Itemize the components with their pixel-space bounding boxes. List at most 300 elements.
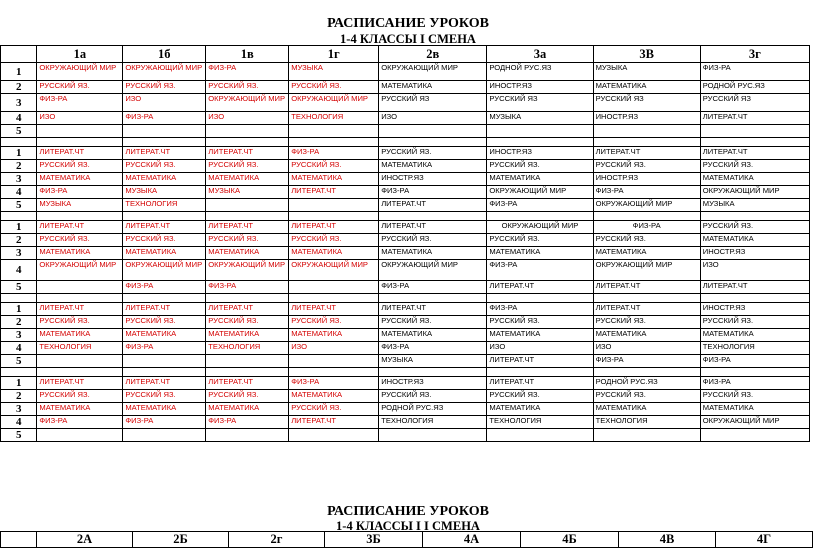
- separator-cell: [37, 138, 123, 147]
- subject-cell: МУЗЫКА: [123, 186, 206, 199]
- lesson-number: 3: [1, 94, 37, 112]
- subject-cell: МАТЕМАТИКА: [487, 403, 593, 416]
- subject-cell: ОКРУЖАЮЩИЙ МИР: [206, 260, 289, 281]
- subject-cell: РУССКИЙ ЯЗ.: [289, 234, 379, 247]
- subject-cell: [593, 125, 700, 138]
- subject-cell: РОДНОЙ РУС.ЯЗ: [593, 377, 700, 390]
- subject-cell: МАТЕМАТИКА: [37, 247, 123, 260]
- subject-cell: ФИЗ-РА: [487, 199, 593, 212]
- table-row: [1, 303, 810, 316]
- subject-cell: ФИЗ-РА: [593, 186, 700, 199]
- subject-cell: ОКРУЖАЮЩИЙ МИР: [379, 260, 487, 281]
- subject-cell: РУССКИЙ ЯЗ.: [593, 234, 700, 247]
- subject-cell: РУССКИЙ ЯЗ.: [593, 316, 700, 329]
- subject-cell: МАТЕМАТИКА: [379, 329, 487, 342]
- lesson-number: 1: [1, 63, 37, 81]
- subject-cell: ФИЗ-РА: [700, 63, 809, 81]
- subject-cell: [487, 429, 593, 442]
- subject-cell: МАТЕМАТИКА: [379, 81, 487, 94]
- table-row: [1, 416, 810, 429]
- subject-cell: МАТЕМАТИКА: [700, 403, 809, 416]
- subject-cell: ОКРУЖАЮЩИЙ МИР: [487, 186, 593, 199]
- subject-cell: РОДНОЙ РУС.ЯЗ: [487, 63, 593, 81]
- table-row: [1, 94, 810, 112]
- subject-cell: ИНОСТР.ЯЗ: [593, 112, 700, 125]
- subject-cell: РУССКИЙ ЯЗ.: [379, 234, 487, 247]
- subject-cell: ИНОСТР.ЯЗ: [593, 173, 700, 186]
- subject-cell: ОКРУЖАЮЩИЙ МИР: [289, 94, 379, 112]
- subject-cell: РУССКИЙ ЯЗ.: [37, 81, 123, 94]
- subject-cell: ФИЗ-РА: [37, 416, 123, 429]
- subject-cell: ФИЗ-РА: [123, 342, 206, 355]
- shift1-title: РАСПИСАНИЕ УРОКОВ: [327, 16, 489, 31]
- subject-cell: МАТЕМАТИКА: [123, 403, 206, 416]
- subject-cell: [37, 281, 123, 294]
- subject-cell: МАТЕМАТИКА: [206, 247, 289, 260]
- subject-cell: ФИЗ-РА: [123, 281, 206, 294]
- subject-cell: РУССКИЙ ЯЗ.: [289, 160, 379, 173]
- subject-cell: РОДНОЙ РУС.ЯЗ: [700, 81, 809, 94]
- schedule-table-shift1: [0, 45, 810, 442]
- subject-cell: РУССКИЙ ЯЗ.: [37, 234, 123, 247]
- subject-cell: ОКРУЖАЮЩИЙ МИР: [487, 221, 593, 234]
- subject-cell: ЛИТЕРАТ.ЧТ: [700, 147, 809, 160]
- subject-cell: ЛИТЕРАТ.ЧТ: [123, 221, 206, 234]
- separator-cell: [37, 368, 123, 377]
- subject-cell: РУССКИЙ ЯЗ: [700, 94, 809, 112]
- class-header: 3а: [487, 46, 593, 63]
- subject-cell: ОКРУЖАЮЩИЙ МИР: [37, 260, 123, 281]
- subject-cell: РУССКИЙ ЯЗ.: [487, 234, 593, 247]
- subject-cell: [379, 125, 487, 138]
- header-row: [1, 532, 813, 548]
- subject-cell: МУЗЫКА: [593, 63, 700, 81]
- separator-cell: [289, 138, 379, 147]
- subject-cell: ИНОСТР.ЯЗ: [379, 377, 487, 390]
- lesson-number: 5: [1, 199, 37, 212]
- subject-cell: ФИЗ-РА: [123, 416, 206, 429]
- separator-cell: [123, 138, 206, 147]
- subject-cell: ИНОСТР.ЯЗ: [379, 173, 487, 186]
- subject-cell: ИНОСТР.ЯЗ: [700, 303, 809, 316]
- subject-cell: ФИЗ-РА: [289, 147, 379, 160]
- subject-cell: РУССКИЙ ЯЗ.: [206, 390, 289, 403]
- subject-cell: ФИЗ-РА: [123, 112, 206, 125]
- subject-cell: ИЗО: [37, 112, 123, 125]
- subject-cell: МУЗЫКА: [37, 199, 123, 212]
- subject-cell: ЛИТЕРАТ.ЧТ: [206, 221, 289, 234]
- table-row: [1, 112, 810, 125]
- lesson-number: 2: [1, 234, 37, 247]
- subject-cell: ФИЗ-РА: [206, 281, 289, 294]
- subject-cell: ИЗО: [123, 94, 206, 112]
- table-row: [1, 342, 810, 355]
- subject-cell: [206, 199, 289, 212]
- subject-cell: [289, 281, 379, 294]
- subject-cell: РУССКИЙ ЯЗ.: [379, 147, 487, 160]
- subject-cell: ФИЗ-РА: [379, 281, 487, 294]
- subject-cell: ТЕХНОЛОГИЯ: [700, 342, 809, 355]
- subject-cell: МАТЕМАТИКА: [487, 173, 593, 186]
- subject-cell: РУССКИЙ ЯЗ.: [123, 81, 206, 94]
- table-row: [1, 403, 810, 416]
- separator-cell: [37, 212, 123, 221]
- subject-cell: МУЗЫКА: [700, 199, 809, 212]
- subject-cell: ОКРУЖАЮЩИЙ МИР: [593, 260, 700, 281]
- subject-cell: ЛИТЕРАТ.ЧТ: [206, 147, 289, 160]
- subject-cell: [700, 429, 809, 442]
- separator-cell: [379, 294, 487, 303]
- separator-cell: [379, 368, 487, 377]
- subject-cell: ИНОСТР.ЯЗ: [700, 247, 809, 260]
- subject-cell: ИЗО: [487, 342, 593, 355]
- subject-cell: МАТЕМАТИКА: [123, 329, 206, 342]
- lesson-number: 4: [1, 416, 37, 429]
- subject-cell: ОКРУЖАЮЩИЙ МИР: [593, 199, 700, 212]
- subject-cell: ОКРУЖАЮЩИЙ МИР: [379, 63, 487, 81]
- lesson-number: 1: [1, 221, 37, 234]
- lesson-number: 5: [1, 281, 37, 294]
- subject-cell: ЛИТЕРАТ.ЧТ: [37, 377, 123, 390]
- subject-cell: ЛИТЕРАТ.ЧТ: [206, 377, 289, 390]
- day-separator: [1, 368, 810, 377]
- subject-cell: РОДНОЙ РУС.ЯЗ: [379, 403, 487, 416]
- subject-cell: [289, 355, 379, 368]
- class-header: 4Б: [521, 532, 619, 548]
- lesson-number: 4: [1, 186, 37, 199]
- subject-cell: МАТЕМАТИКА: [123, 247, 206, 260]
- subject-cell: ФИЗ-РА: [206, 63, 289, 81]
- subject-cell: РУССКИЙ ЯЗ.: [37, 160, 123, 173]
- separator-cell: [123, 368, 206, 377]
- subject-cell: МАТЕМАТИКА: [206, 329, 289, 342]
- table-row: [1, 260, 810, 281]
- lesson-number: 4: [1, 342, 37, 355]
- subject-cell: РУССКИЙ ЯЗ.: [206, 234, 289, 247]
- subject-cell: РУССКИЙ ЯЗ.: [37, 390, 123, 403]
- subject-cell: МУЗЫКА: [487, 112, 593, 125]
- shift2-title: РАСПИСАНИЕ УРОКОВ: [327, 504, 489, 519]
- subject-cell: МУЗЫКА: [379, 355, 487, 368]
- table-row: [1, 63, 810, 81]
- subject-cell: РУССКИЙ ЯЗ: [379, 94, 487, 112]
- separator-cell: [379, 138, 487, 147]
- subject-cell: [700, 125, 809, 138]
- subject-cell: ТЕХНОЛОГИЯ: [487, 416, 593, 429]
- subject-cell: ФИЗ-РА: [700, 355, 809, 368]
- table-row: [1, 390, 810, 403]
- subject-cell: ИНОСТР.ЯЗ: [487, 147, 593, 160]
- table-row: [1, 329, 810, 342]
- separator-cell: [700, 138, 809, 147]
- separator-cell: [206, 212, 289, 221]
- subject-cell: ЛИТЕРАТ.ЧТ: [206, 303, 289, 316]
- table-row: [1, 125, 810, 138]
- subject-cell: МАТЕМАТИКА: [700, 173, 809, 186]
- class-header: 4А: [423, 532, 521, 548]
- subject-cell: ЛИТЕРАТ.ЧТ: [593, 303, 700, 316]
- table-row: [1, 355, 810, 368]
- subject-cell: РУССКИЙ ЯЗ.: [487, 316, 593, 329]
- class-header: 2А: [37, 532, 133, 548]
- subject-cell: ЛИТЕРАТ.ЧТ: [487, 281, 593, 294]
- subject-cell: МАТЕМАТИКА: [379, 160, 487, 173]
- separator-cell: [379, 212, 487, 221]
- separator-cell: [700, 368, 809, 377]
- separator-cell: [593, 138, 700, 147]
- class-header: 4Г: [716, 532, 813, 548]
- subject-cell: [206, 429, 289, 442]
- lesson-number: 1: [1, 147, 37, 160]
- subject-cell: ФИЗ-РА: [206, 416, 289, 429]
- lesson-number: 4: [1, 112, 37, 125]
- subject-cell: ТЕХНОЛОГИЯ: [123, 199, 206, 212]
- subject-cell: МАТЕМАТИКА: [593, 329, 700, 342]
- subject-cell: ЛИТЕРАТ.ЧТ: [123, 377, 206, 390]
- subject-cell: МАТЕМАТИКА: [289, 247, 379, 260]
- schedule-body: [1, 63, 810, 442]
- subject-cell: РУССКИЙ ЯЗ.: [289, 403, 379, 416]
- separator-cell: [289, 368, 379, 377]
- subject-cell: [37, 355, 123, 368]
- subject-cell: ОКРУЖАЮЩИЙ МИР: [700, 416, 809, 429]
- subject-cell: РУССКИЙ ЯЗ: [487, 94, 593, 112]
- subject-cell: МАТЕМАТИКА: [487, 247, 593, 260]
- subject-cell: МАТЕМАТИКА: [289, 173, 379, 186]
- subject-cell: ЛИТЕРАТ.ЧТ: [487, 355, 593, 368]
- lesson-number: 2: [1, 390, 37, 403]
- day-separator: [1, 138, 810, 147]
- class-header: 3В: [593, 46, 700, 63]
- subject-cell: ЛИТЕРАТ.ЧТ: [593, 281, 700, 294]
- subject-cell: [123, 429, 206, 442]
- shift2-subtitle: 1-4 КЛАССЫ I I СМЕНА: [336, 519, 480, 533]
- subject-cell: МАТЕМАТИКА: [206, 403, 289, 416]
- table-row: [1, 221, 810, 234]
- table-row: [1, 186, 810, 199]
- subject-cell: ФИЗ-РА: [593, 221, 700, 234]
- subject-cell: [593, 429, 700, 442]
- lesson-number: 2: [1, 81, 37, 94]
- subject-cell: ЛИТЕРАТ.ЧТ: [379, 199, 487, 212]
- class-header: 4В: [619, 532, 716, 548]
- subject-cell: РУССКИЙ ЯЗ.: [289, 81, 379, 94]
- subject-cell: ИЗО: [379, 112, 487, 125]
- subject-cell: ОКРУЖАЮЩИЙ МИР: [700, 186, 809, 199]
- subject-cell: МАТЕМАТИКА: [289, 329, 379, 342]
- subject-cell: ОКРУЖАЮЩИЙ МИР: [123, 63, 206, 81]
- subject-cell: ЛИТЕРАТ.ЧТ: [123, 303, 206, 316]
- separator-cell: [487, 294, 593, 303]
- subject-cell: МАТЕМАТИКА: [37, 329, 123, 342]
- separator-cell: [593, 212, 700, 221]
- lesson-number: 5: [1, 429, 37, 442]
- subject-cell: ОКРУЖАЮЩИЙ МИР: [123, 260, 206, 281]
- subject-cell: РУССКИЙ ЯЗ.: [289, 316, 379, 329]
- subject-cell: ТЕХНОЛОГИЯ: [206, 342, 289, 355]
- subject-cell: ФИЗ-РА: [37, 186, 123, 199]
- day-separator: [1, 294, 810, 303]
- corner-cell: [1, 46, 37, 63]
- subject-cell: МАТЕМАТИКА: [700, 234, 809, 247]
- subject-cell: РУССКИЙ ЯЗ.: [206, 316, 289, 329]
- table-row: [1, 173, 810, 186]
- subject-cell: ФИЗ-РА: [37, 94, 123, 112]
- subject-cell: МАТЕМАТИКА: [379, 247, 487, 260]
- subject-cell: ТЕХНОЛОГИЯ: [593, 416, 700, 429]
- lesson-number: 2: [1, 160, 37, 173]
- subject-cell: ФИЗ-РА: [379, 186, 487, 199]
- subject-cell: ЛИТЕРАТ.ЧТ: [37, 221, 123, 234]
- subject-cell: ФИЗ-РА: [379, 342, 487, 355]
- lesson-number: 3: [1, 173, 37, 186]
- subject-cell: ЛИТЕРАТ.ЧТ: [379, 303, 487, 316]
- subject-cell: МАТЕМАТИКА: [593, 403, 700, 416]
- subject-cell: МУЗЫКА: [289, 63, 379, 81]
- subject-cell: ЛИТЕРАТ.ЧТ: [289, 303, 379, 316]
- subject-cell: ЛИТЕРАТ.ЧТ: [289, 416, 379, 429]
- subject-cell: МАТЕМАТИКА: [123, 173, 206, 186]
- header-row: [1, 46, 810, 63]
- subject-cell: [289, 199, 379, 212]
- subject-cell: РУССКИЙ ЯЗ.: [123, 390, 206, 403]
- subject-cell: РУССКИЙ ЯЗ.: [487, 160, 593, 173]
- subject-cell: [37, 429, 123, 442]
- subject-cell: ЛИТЕРАТ.ЧТ: [700, 112, 809, 125]
- subject-cell: ОКРУЖАЮЩИЙ МИР: [37, 63, 123, 81]
- subject-cell: РУССКИЙ ЯЗ.: [379, 316, 487, 329]
- subject-cell: МАТЕМАТИКА: [700, 329, 809, 342]
- lesson-number: 5: [1, 125, 37, 138]
- subject-cell: РУССКИЙ ЯЗ.: [700, 390, 809, 403]
- subject-cell: РУССКИЙ ЯЗ.: [700, 221, 809, 234]
- table-row: [1, 316, 810, 329]
- subject-cell: МУЗЫКА: [206, 186, 289, 199]
- lesson-number: 3: [1, 329, 37, 342]
- subject-cell: МАТЕМАТИКА: [593, 81, 700, 94]
- subject-cell: МАТЕМАТИКА: [37, 173, 123, 186]
- subject-cell: ТЕХНОЛОГИЯ: [379, 416, 487, 429]
- separator-cell: [593, 294, 700, 303]
- subject-cell: ФИЗ-РА: [487, 303, 593, 316]
- separator-cell: [289, 294, 379, 303]
- subject-cell: РУССКИЙ ЯЗ.: [37, 316, 123, 329]
- separator-cell: [487, 368, 593, 377]
- subject-cell: ЛИТЕРАТ.ЧТ: [37, 147, 123, 160]
- subject-cell: ЛИТЕРАТ.ЧТ: [593, 147, 700, 160]
- subject-cell: РУССКИЙ ЯЗ.: [593, 160, 700, 173]
- subject-cell: РУССКИЙ ЯЗ.: [123, 160, 206, 173]
- separator-cell: [1, 294, 37, 303]
- subject-cell: ЛИТЕРАТ.ЧТ: [487, 377, 593, 390]
- separator-cell: [123, 294, 206, 303]
- table-row: [1, 160, 810, 173]
- subject-cell: РУССКИЙ ЯЗ: [593, 94, 700, 112]
- table-row: [1, 281, 810, 294]
- separator-cell: [206, 368, 289, 377]
- class-header: 2Б: [133, 532, 229, 548]
- class-header: 2г: [229, 532, 325, 548]
- class-header: 2в: [379, 46, 487, 63]
- separator-cell: [289, 212, 379, 221]
- corner-cell: [1, 532, 37, 548]
- subject-cell: РУССКИЙ ЯЗ.: [123, 316, 206, 329]
- subject-cell: МАТЕМАТИКА: [289, 390, 379, 403]
- separator-cell: [593, 368, 700, 377]
- subject-cell: РУССКИЙ ЯЗ.: [206, 160, 289, 173]
- day-separator: [1, 212, 810, 221]
- subject-cell: ФИЗ-РА: [700, 377, 809, 390]
- subject-cell: РУССКИЙ ЯЗ.: [593, 390, 700, 403]
- subject-cell: ИЗО: [700, 260, 809, 281]
- table-row: [1, 247, 810, 260]
- subject-cell: ЛИТЕРАТ.ЧТ: [37, 303, 123, 316]
- table-row: [1, 377, 810, 390]
- subject-cell: ИЗО: [206, 112, 289, 125]
- shift1-subtitle: 1-4 КЛАССЫ I СМЕНА: [340, 32, 476, 46]
- subject-cell: [289, 125, 379, 138]
- separator-cell: [37, 294, 123, 303]
- table-row: [1, 199, 810, 212]
- subject-cell: ИНОСТР.ЯЗ: [487, 81, 593, 94]
- separator-cell: [206, 138, 289, 147]
- table-row: [1, 147, 810, 160]
- lesson-number: 5: [1, 355, 37, 368]
- subject-cell: ЛИТЕРАТ.ЧТ: [289, 221, 379, 234]
- table-row: [1, 429, 810, 442]
- subject-cell: МАТЕМАТИКА: [593, 247, 700, 260]
- subject-cell: ТЕХНОЛОГИЯ: [37, 342, 123, 355]
- subject-cell: ИЗО: [593, 342, 700, 355]
- separator-cell: [123, 212, 206, 221]
- lesson-number: 1: [1, 303, 37, 316]
- class-header: 1а: [37, 46, 123, 63]
- class-header: 3г: [700, 46, 809, 63]
- schedule-table-shift2: [0, 531, 813, 548]
- subject-cell: [123, 355, 206, 368]
- separator-cell: [700, 294, 809, 303]
- subject-cell: МАТЕМАТИКА: [206, 173, 289, 186]
- subject-cell: ОКРУЖАЮЩИЙ МИР: [206, 94, 289, 112]
- subject-cell: РУССКИЙ ЯЗ.: [206, 81, 289, 94]
- lesson-number: 4: [1, 260, 37, 281]
- subject-cell: ЛИТЕРАТ.ЧТ: [289, 186, 379, 199]
- class-header: 3Б: [325, 532, 423, 548]
- class-header: 1б: [123, 46, 206, 63]
- lesson-number: 3: [1, 403, 37, 416]
- subject-cell: МАТЕМАТИКА: [37, 403, 123, 416]
- class-header: 1г: [289, 46, 379, 63]
- separator-cell: [206, 294, 289, 303]
- lesson-number: 1: [1, 377, 37, 390]
- table-row: [1, 81, 810, 94]
- subject-cell: [206, 355, 289, 368]
- subject-cell: [37, 125, 123, 138]
- subject-cell: ФИЗ-РА: [593, 355, 700, 368]
- subject-cell: ОКРУЖАЮЩИЙ МИР: [289, 260, 379, 281]
- subject-cell: [487, 125, 593, 138]
- table-row: [1, 234, 810, 247]
- subject-cell: ФИЗ-РА: [289, 377, 379, 390]
- separator-cell: [1, 212, 37, 221]
- subject-cell: РУССКИЙ ЯЗ.: [700, 316, 809, 329]
- subject-cell: ТЕХНОЛОГИЯ: [289, 112, 379, 125]
- subject-cell: РУССКИЙ ЯЗ.: [379, 390, 487, 403]
- subject-cell: [206, 125, 289, 138]
- subject-cell: ЛИТЕРАТ.ЧТ: [123, 147, 206, 160]
- subject-cell: ЛИТЕРАТ.ЧТ: [379, 221, 487, 234]
- subject-cell: [379, 429, 487, 442]
